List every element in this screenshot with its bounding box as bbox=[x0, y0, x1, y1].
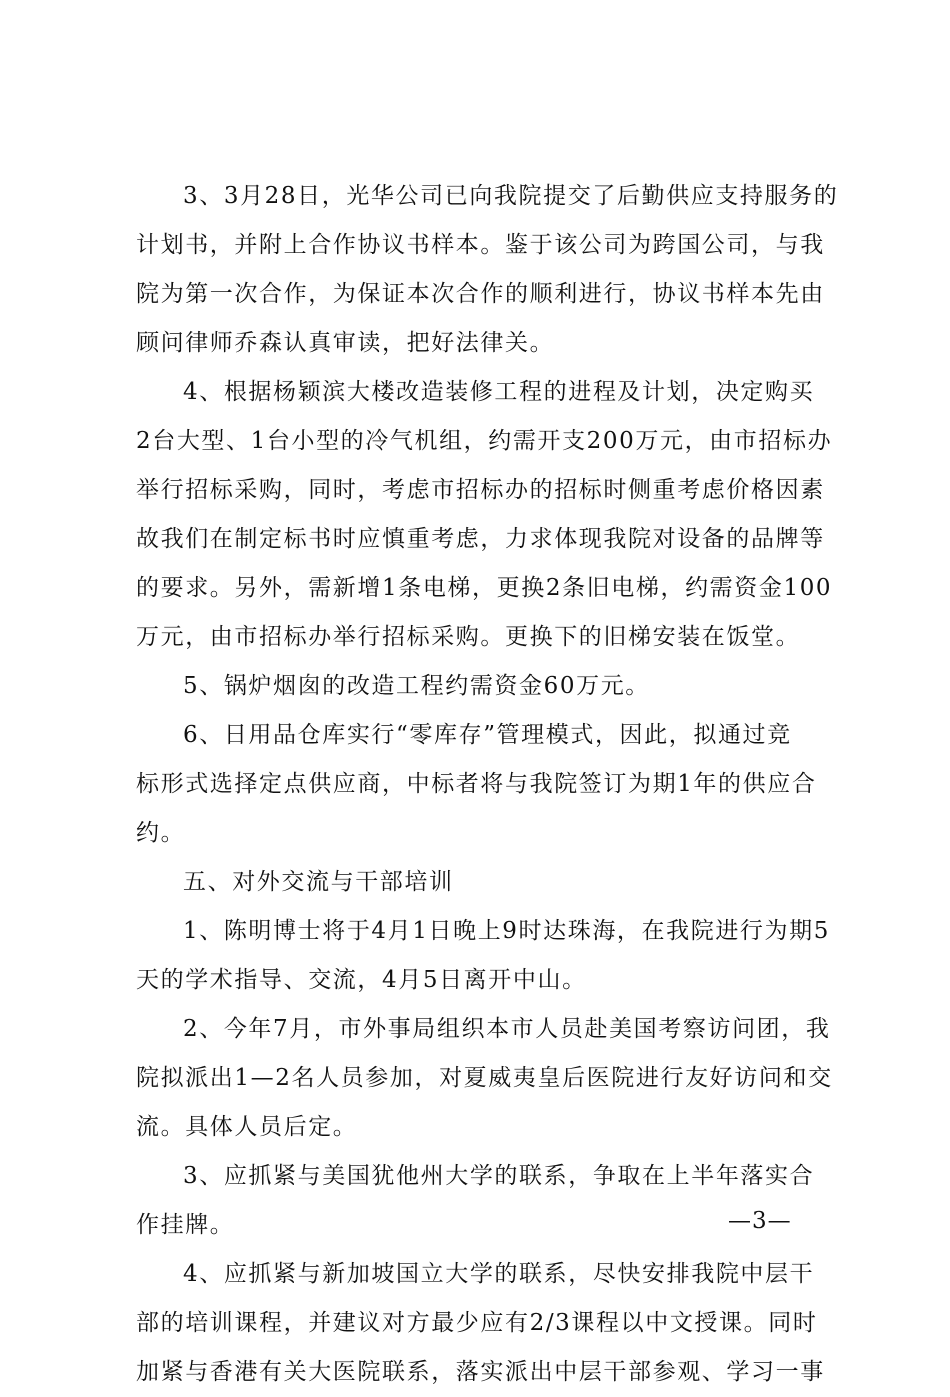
text-line: 5、锅炉烟囱的改造工程约需资金60万元。 bbox=[183, 673, 650, 699]
text-line: 院拟派出1—2名人员参加，对夏威夷皇后医院进行友好访问和交 bbox=[136, 1065, 833, 1091]
section-heading-five bbox=[136, 858, 850, 907]
text-line: 1、陈明博士将于4月1日晚上9时达珠海，在我院进行为期5 bbox=[183, 918, 830, 944]
paragraph-exchange-2 bbox=[136, 1005, 850, 1152]
paragraph-exchange-1 bbox=[136, 907, 850, 1005]
paragraph-item-5-boiler bbox=[136, 662, 850, 711]
text-line: 的要求。另外，需新增1条电梯，更换2条旧电梯，约需资金100 bbox=[136, 575, 833, 601]
text-line: 3、应抓紧与美国犹他州大学的联系，争取在上半年落实合 bbox=[183, 1163, 815, 1189]
text-line: 天的学术指导、交流，4月5日离开中山。 bbox=[136, 967, 587, 993]
paragraph-item-4-renovation bbox=[136, 368, 850, 662]
text-line: 故我们在制定标书时应慎重考虑，力求体现我院对设备的品牌等 bbox=[136, 526, 825, 552]
text-line: 加紧与香港有关大医院联系，落实派出中层干部参观、学习一事 bbox=[136, 1359, 825, 1385]
text-line: 计划书，并附上合作协议书样本。鉴于该公司为跨国公司，与我 bbox=[136, 232, 825, 258]
text-line: 万元，由市招标办举行招标采购。更换下的旧梯安装在饭堂。 bbox=[136, 624, 801, 650]
text-line: 院为第一次合作，为保证本次合作的顺利进行，协议书样本先由 bbox=[136, 281, 825, 307]
paragraph-exchange-4 bbox=[136, 1250, 850, 1397]
paragraph-exchange-3 bbox=[136, 1152, 850, 1250]
page-number: —3— bbox=[728, 1208, 792, 1234]
text-line: 6、日用品仓库实行“零库存”管理模式，因此，拟通过竞 bbox=[183, 722, 792, 748]
paragraph-item-3-agreement bbox=[136, 172, 850, 368]
text-line: 2、今年7月，市外事局组织本市人员赴美国考察访问团，我 bbox=[183, 1016, 831, 1042]
text-line: 流。具体人员后定。 bbox=[136, 1114, 358, 1140]
text-line: 约。 bbox=[136, 820, 186, 846]
text-line: 3、3月28日，光华公司已向我院提交了后勤供应支持服务的 bbox=[183, 183, 839, 209]
text-line: 4、根据杨颖滨大楼改造装修工程的进程及计划，决定购买 bbox=[183, 379, 815, 405]
text-line: 举行招标采购，同时，考虑市招标办的招标时侧重考虑价格因素 bbox=[136, 477, 825, 503]
text-line: 作挂牌。 bbox=[136, 1212, 235, 1238]
text-line: 标形式选择定点供应商，中标者将与我院签订为期1年的供应合 bbox=[136, 771, 817, 797]
text-line: 4、应抓紧与新加坡国立大学的联系，尽快安排我院中层干 bbox=[183, 1261, 815, 1287]
text-line: 2台大型、1台小型的冷气机组，约需开支200万元，由市招标办 bbox=[136, 428, 833, 454]
section-heading-text: 五、对外交流与干部培训 bbox=[183, 869, 454, 895]
paragraph-item-6-warehouse bbox=[136, 711, 850, 858]
text-line: 顾问律师乔森认真审读，把好法律关。 bbox=[136, 330, 555, 356]
text-line: 部的培训课程，并建议对方最少应有2/3课程以中文授课。同时 bbox=[136, 1310, 818, 1336]
